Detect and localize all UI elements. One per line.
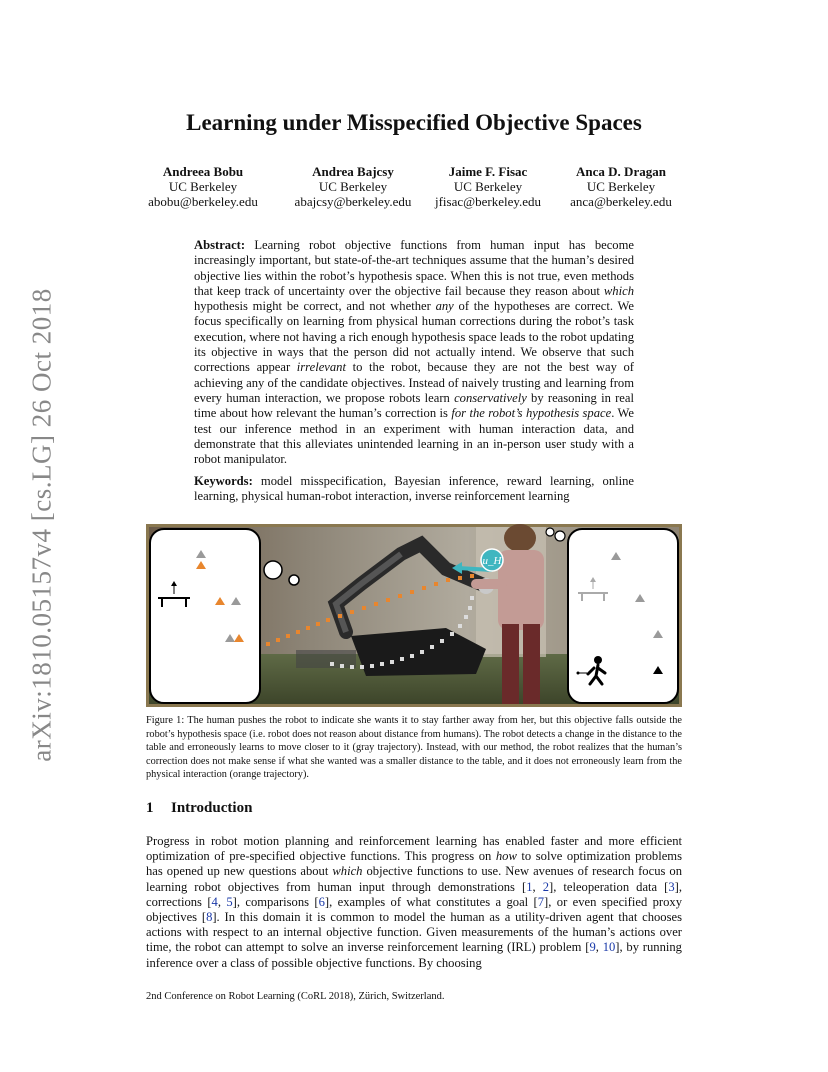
author-email: jfisac@berkeley.edu [434, 194, 542, 209]
figure-1 [146, 524, 682, 707]
abstract: Abstract: Learning robot objective functions from human input has become increasingly important, but state-of-the-art techniques assume that the human’s desired objective lies within the robot’s hypothesis space. When this is not true, even methods that keep track of uncertainty over the objective fail because they reason about which hypothesis might be correct, and not whether any of the hypotheses are correct. We focus specifically on learning from physical human corrections during the robot’s task execution, where not having a rich enough hypothesis space leads to the robot updating its objective in ways that the person did not actually intend. We observe that such corrections appear irrelevant to the robot, because they are not the best way of achieving any of the candidate objectives. Instead of naively trusting and learning from every human interaction, we propose robots learn conservatively by reasoning in real time about how relevant the human’s correction is for the robot’s hypothesis space. We test our inference method in an experiment with human interaction data, and demonstrate that this alleviates unintended learning in an in-person user study with a robot manipulator. [194, 238, 634, 467]
author-3 [433, 164, 543, 209]
person-leg-left [502, 624, 519, 704]
citation-link[interactable]: 4 [211, 894, 218, 909]
correction-label: u_H [482, 555, 502, 567]
person-shirt [498, 550, 544, 630]
person-leg-right [523, 624, 540, 704]
citation-link[interactable]: 3 [668, 879, 675, 894]
citation-link[interactable]: 9 [589, 940, 596, 955]
abstract-label: Abstract: [194, 238, 246, 252]
thought-bubble-tiny [289, 575, 299, 585]
thought-bubble-small-right [555, 531, 565, 541]
citation-link[interactable]: 8 [206, 910, 213, 925]
author-name: Andrea Bajcsy [312, 164, 394, 179]
introduction-paragraph: Progress in robot motion planning and reinforcement learning has enabled faster and more efficient optimization of pre-specified objective functions. This progress on how to solve optimization problems has opened up new questions about which objective functions to use. New avenues of research focus on learning robot objectives from human input through demonstrations [1, 2], teleoperation data [3], corrections [4, 5], comparisons [6], examples of what constitutes a goal [7], or even specified proxy objectives [8]. In this domain it is common to model the human as a utility-driven agent that chooses actions with respect to an internal objective function. Given measurements of the human’s actions over time, the robot can attempt to solve an inverse reinforcement learning (IRL) problem [9, 10], by running inference over a class of possible objective functions. By choosing [146, 834, 683, 970]
chair [296, 650, 356, 668]
author-4 [560, 164, 682, 209]
author-affiliation: UC Berkeley [318, 179, 388, 194]
figure-1-illustration [146, 524, 682, 707]
section-number: 1 [146, 800, 154, 816]
arxiv-identifier: arXiv:1810.05157v4 [cs.LG] 26 Oct 2018 [26, 288, 57, 762]
person-head [504, 524, 536, 552]
citation-link[interactable]: 10 [602, 940, 616, 955]
section-title: Introduction [171, 800, 253, 816]
citation-link[interactable]: 6 [318, 894, 325, 909]
human-objective-panel [568, 529, 678, 703]
author-email: abobu@berkeley.edu [148, 194, 258, 209]
robot-hypothesis-panel [150, 529, 260, 703]
section-heading [146, 800, 252, 817]
paper-title: Learning under Misspecified Objective Spaces [186, 110, 642, 135]
author-block [148, 164, 682, 214]
author-affiliation: UC Berkeley [168, 179, 238, 194]
figure-1-caption: Figure 1: The human pushes the robot to indicate she wants it to stay farther away from her, but this objective falls outside the robot’s hypothesis space (i.e. robot does not reason about distance from humans). The robot detects a change in the distance to the table and erroneously learns to move closer to it (gray trajectory). Instead, with our method, the robot realizes that the human’s correction does not make sense if what she wanted was a smaller distance to the table, and it does not erroneously learn from the physical interaction (orange trajectory). [146, 715, 682, 781]
author-1 [148, 164, 258, 209]
citation-link[interactable]: 7 [537, 894, 545, 909]
author-affiliation: UC Berkeley [453, 179, 523, 194]
citation-link[interactable]: 2 [542, 879, 549, 894]
author-affiliation: UC Berkeley [586, 179, 656, 194]
author-email: abajcsy@berkeley.edu [294, 194, 412, 209]
author-name: Anca D. Dragan [576, 164, 666, 179]
keywords-label: Keywords: [194, 474, 253, 488]
keywords: Keywords: model misspecification, Bayesian inference, reward learning, online learning, physical human-robot interaction, inverse reinforcement learning [194, 474, 634, 504]
author-name: Jaime F. Fisac [448, 164, 528, 179]
author-name: Andreea Bobu [162, 164, 244, 179]
conference-footer: 2nd Conference on Robot Learning (CoRL 2018), Zürich, Switzerland. [146, 991, 445, 1002]
author-2 [288, 164, 418, 209]
thought-bubble-small [264, 561, 282, 579]
author-email: anca@berkeley.edu [570, 194, 672, 209]
thought-bubble-tiny-right [546, 528, 554, 536]
citation-link[interactable]: 1 [526, 879, 533, 894]
citation-link[interactable]: 5 [226, 894, 233, 909]
